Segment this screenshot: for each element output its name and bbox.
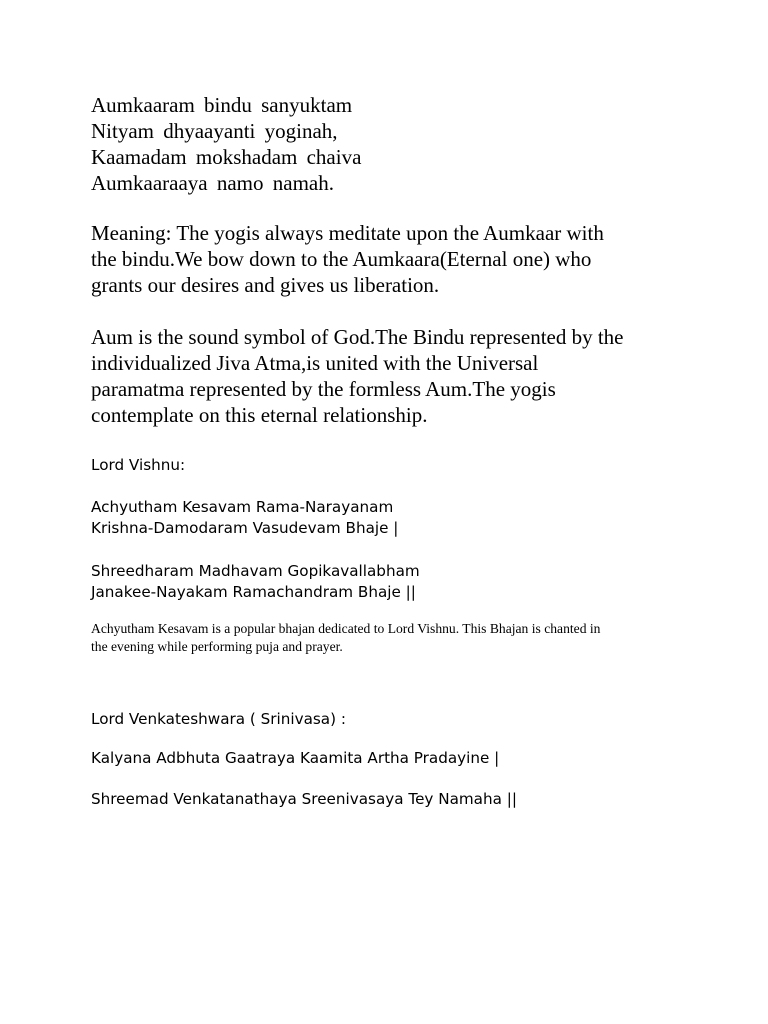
vishnu-verse-1 [91,497,398,539]
vishnu-note-line: the evening while performing puja and prayer. [91,639,343,654]
venkateshwara-verse-line: Shreemad Venkatanathaya Sreenivasaya Tey Namaha || [91,790,517,808]
sanskrit-verse [91,92,361,196]
venkateshwara-verse-line: Kalyana Adbhuta Gaatraya Kaamita Artha Pradayine | [91,749,500,767]
vishnu-verse-line: Achyutham Kesavam Rama-Narayanam [91,498,394,516]
meaning-line: the bindu.We bow down to the Aumkaara(Eternal one) who [91,247,592,271]
verse-line: Kaamadam mokshadam chaiva [91,145,362,169]
vishnu-heading [91,455,185,476]
aum-line: Aum is the sound symbol of God.The Bindu represented by the [91,325,624,349]
vishnu-note [91,620,600,656]
meaning-paragraph [91,220,604,298]
meaning-line: Meaning: The yogis always meditate upon the Aumkaar with [91,221,604,245]
aum-line: contemplate on this eternal relationship. [91,403,428,427]
verse-line: Aumkaaram bindu sanyuktam [91,93,353,117]
vishnu-verse-line: Janakee-Nayakam Ramachandram Bhaje || [91,583,416,601]
meaning-line: grants our desires and gives us liberation. [91,273,440,297]
venkateshwara-heading-text: Lord Venkateshwara ( Srinivasa) : [91,710,346,728]
venkateshwara-verse-line-2 [91,789,517,810]
aum-paragraph [91,324,624,428]
vishnu-note-line: Achyutham Kesavam is a popular bhajan dedicated to Lord Vishnu. This Bhajan is chanted in [91,621,601,636]
aum-line: individualized Jiva Atma,is united with the Universal [91,351,539,375]
vishnu-verse-line: Shreedharam Madhavam Gopikavallabham [91,562,420,580]
vishnu-heading-text: Lord Vishnu: [91,456,186,474]
aum-line: paramatma represented by the formless Aum.The yogis [91,377,556,401]
vishnu-verse-2 [91,561,420,603]
vishnu-verse-line: Krishna-Damodaram Vasudevam Bhaje | [91,519,399,537]
venkateshwara-heading [91,709,346,730]
verse-line: Nityam dhyaayanti yoginah, [91,119,338,143]
verse-line: Aumkaaraaya namo namah. [91,171,334,195]
venkateshwara-verse-line-1 [91,748,499,769]
